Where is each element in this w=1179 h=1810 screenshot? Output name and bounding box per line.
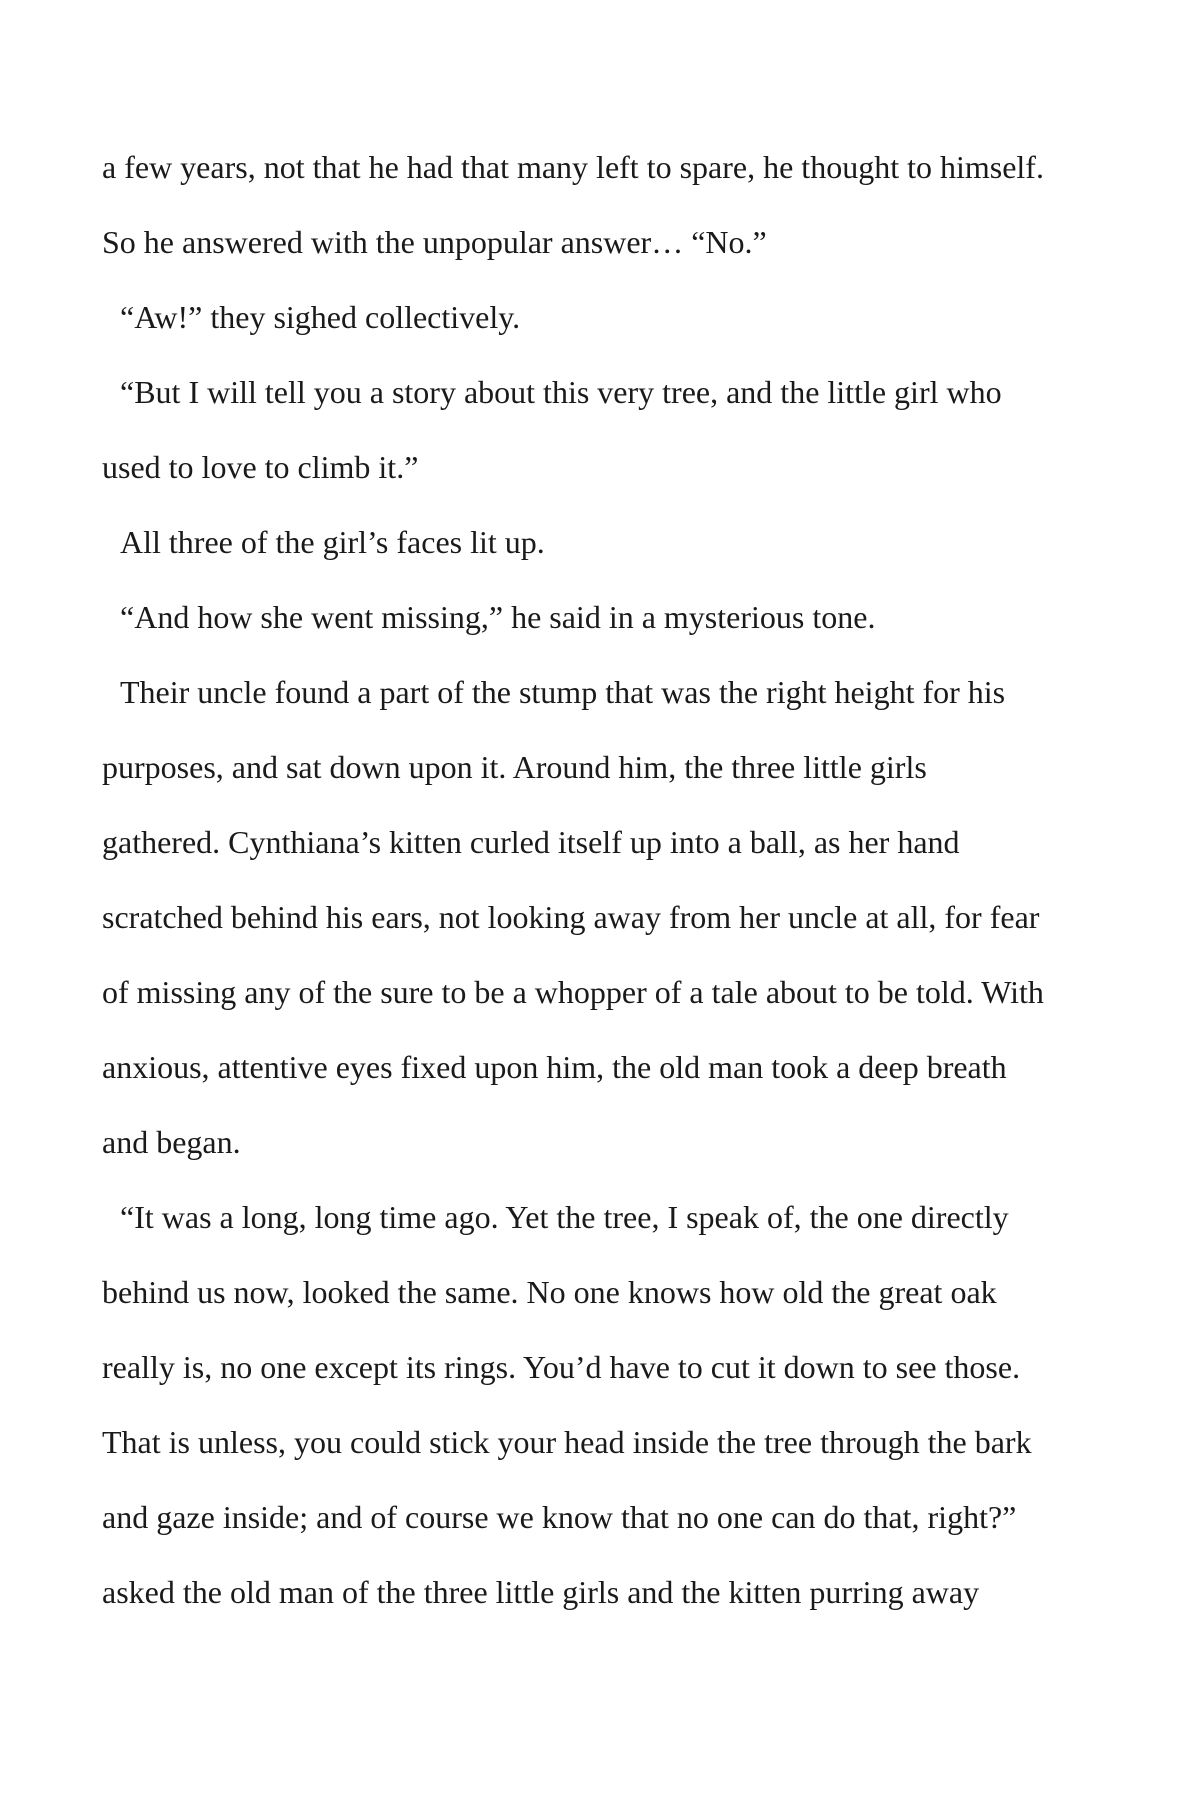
text-line-9: purposes, and sat down upon it. Around him, the three little girls <box>102 749 927 785</box>
text-line-20: asked the old man of the three little girls and the kitten purring away <box>102 1574 980 1610</box>
text-line-3: “Aw!” they sighed collectively. <box>120 299 521 335</box>
text-line-2: So he answered with the unpopular answer… “No.” <box>102 224 767 260</box>
text-line-12: of missing any of the sure to be a whopper of a tale about to be told. With <box>102 974 1044 1010</box>
text-line-8: Their uncle found a part of the stump that was the right height for his <box>120 674 1006 710</box>
text-line-18: That is unless, you could stick your head inside the tree through the bark <box>102 1424 1032 1460</box>
text-line-19: and gaze inside; and of course we know that no one can do that, right?” <box>102 1499 1017 1535</box>
text-line-11: scratched behind his ears, not looking away from her uncle at all, for fear <box>102 899 1040 935</box>
text-line-7: “And how she went missing,” he said in a mysterious tone. <box>120 599 876 635</box>
text-line-5: used to love to climb it.” <box>102 449 419 485</box>
text-line-4: “But I will tell you a story about this very tree, and the little girl who <box>120 374 1002 410</box>
text-line-14: and began. <box>102 1124 241 1160</box>
text-line-16: behind us now, looked the same. No one knows how old the great oak <box>102 1274 997 1310</box>
text-line-15: “It was a long, long time ago. Yet the tree, I speak of, the one directly <box>120 1199 1009 1235</box>
text-line-17: really is, no one except its rings. You’d have to cut it down to see those. <box>102 1349 1021 1385</box>
text-line-10: gathered. Cynthiana’s kitten curled itself up into a ball, as her hand <box>102 824 960 860</box>
text-line-13: anxious, attentive eyes fixed upon him, the old man took a deep breath <box>102 1049 1007 1085</box>
text-line-1: a few years, not that he had that many left to spare, he thought to himself. <box>102 149 1044 185</box>
text-line-6: All three of the girl’s faces lit up. <box>120 524 545 560</box>
